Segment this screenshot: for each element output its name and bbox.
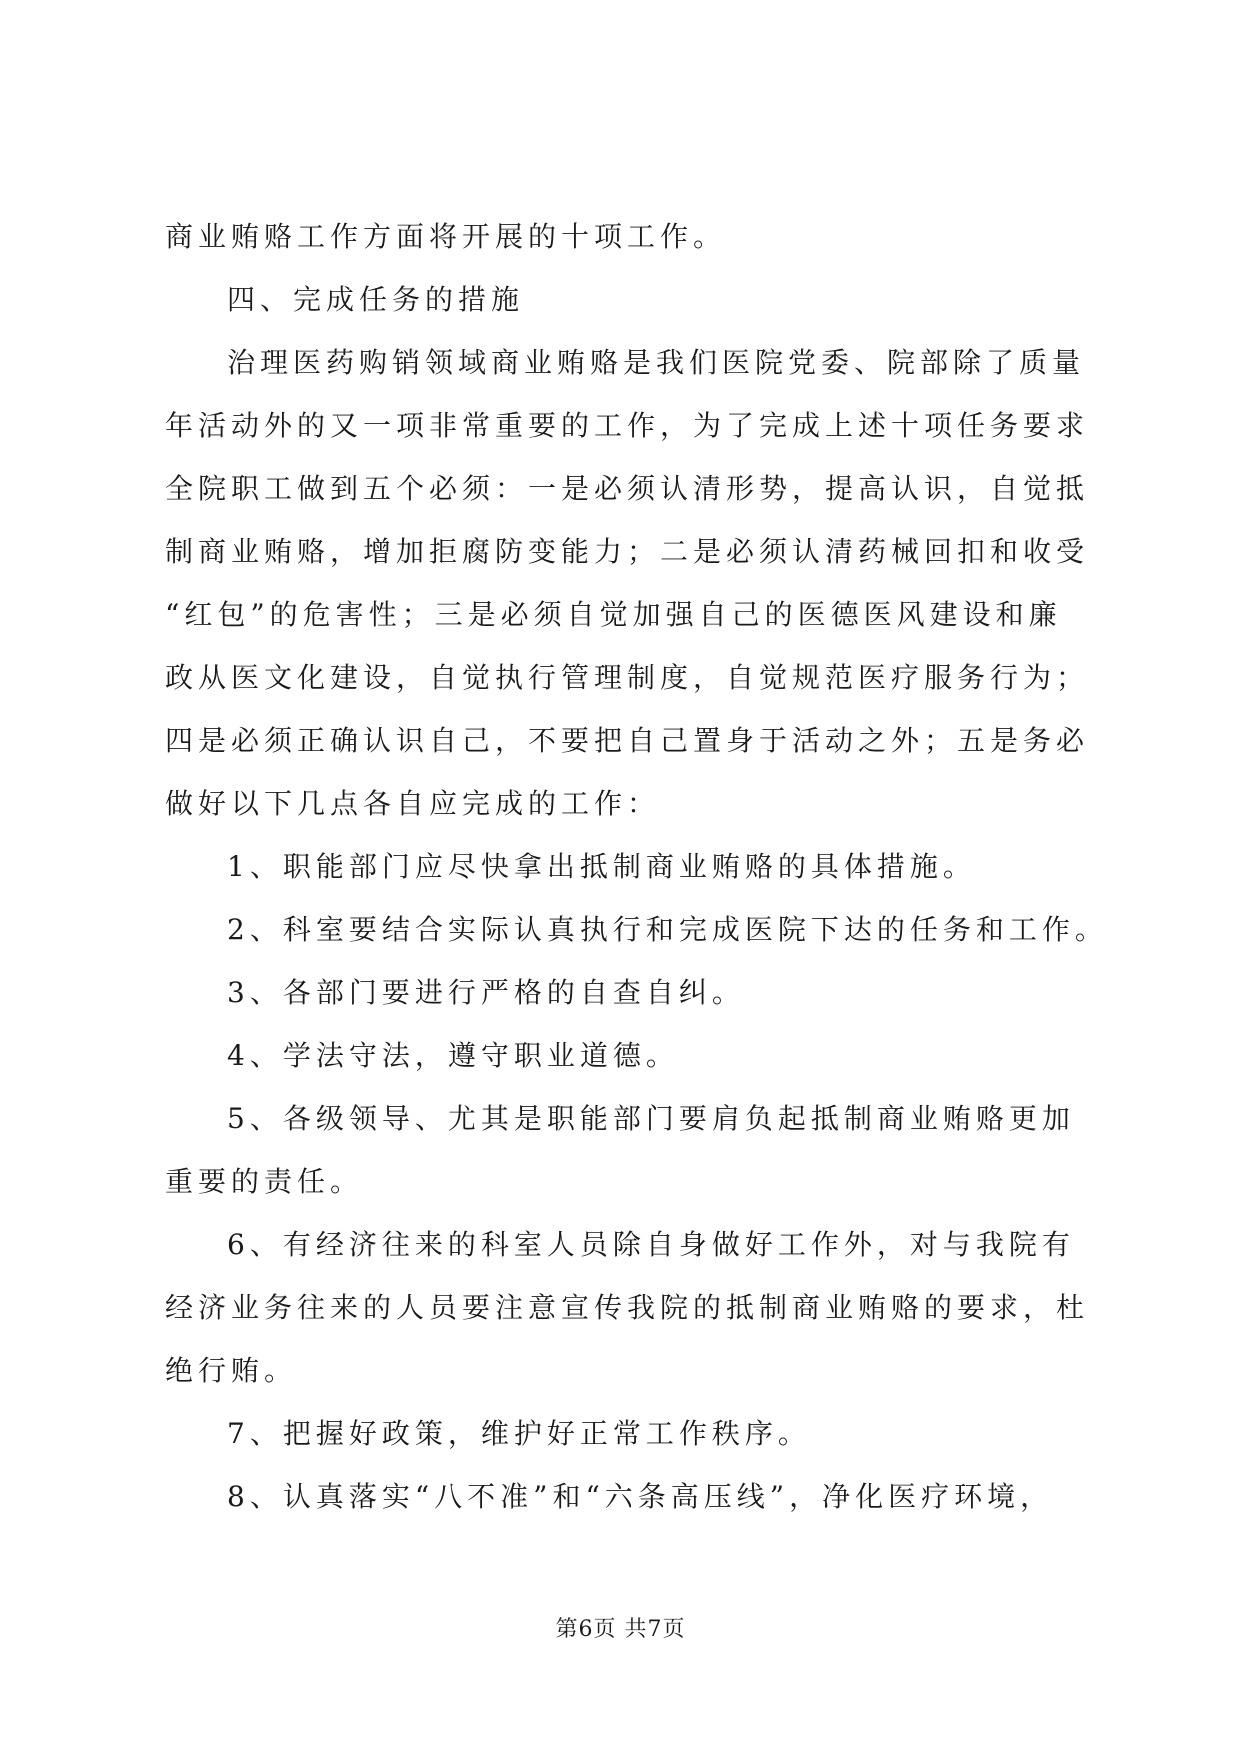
text-line: 四是必须正确认识自己，不要把自己置身于活动之外；五是务必 bbox=[165, 724, 1090, 757]
text-line: 全院职工做到五个必须：一是必须认清形势，提高认识，自觉抵 bbox=[165, 472, 1090, 505]
page-number: 第6页 共7页 bbox=[555, 1617, 686, 1642]
text-line: 重要的责任。 bbox=[165, 1165, 364, 1198]
list-item: 2、科室要结合实际认真执行和完成医院下达的任务和工作。 bbox=[227, 913, 1108, 946]
text-line: 经济业务往来的人员要注意宣传我院的抵制商业贿赂的要求，杜 bbox=[165, 1291, 1090, 1324]
text-line: 绝行贿。 bbox=[165, 1354, 298, 1387]
text-line: 做好以下几点各自应完成的工作： bbox=[165, 787, 661, 820]
list-item: 5、各级领导、尤其是职能部门要肩负起抵制商业贿赂更加 bbox=[227, 1102, 1075, 1135]
list-item: 4、学法守法，遵守职业道德。 bbox=[227, 1039, 679, 1072]
text-line: 制商业贿赂，增加拒腐防变能力；二是必须认清药械回扣和收受 bbox=[165, 535, 1090, 568]
document-body bbox=[165, 205, 1108, 1528]
list-item: 6、有经济往来的科室人员除自身做好工作外，对与我院有 bbox=[227, 1228, 1075, 1261]
text-line: 商业贿赂工作方面将开展的十项工作。 bbox=[165, 220, 727, 253]
text-line: 治理医药购销领域商业贿赂是我们医院党委、院部除了质量 bbox=[227, 346, 1086, 379]
text-line: 年活动外的又一项非常重要的工作，为了完成上述十项任务要求 bbox=[165, 409, 1090, 442]
text-line: 政从医文化建设，自觉执行管理制度，自觉规范医疗服务行为； bbox=[165, 661, 1090, 694]
list-item: 3、各部门要进行严格的自查自纠。 bbox=[227, 976, 745, 1009]
list-item: 8、认真落实“八不准”和“六条高压线”，净化医疗环境， bbox=[227, 1480, 1054, 1513]
section-heading: 四、完成任务的措施 bbox=[227, 283, 525, 316]
text-line: “红包”的危害性；三是必须自觉加强自己的医德医风建设和廉 bbox=[165, 598, 1062, 631]
list-item: 7、把握好政策，维护好正常工作秩序。 bbox=[227, 1417, 811, 1450]
list-item: 1、职能部门应尽快拿出抵制商业贿赂的具体措施。 bbox=[227, 850, 976, 883]
